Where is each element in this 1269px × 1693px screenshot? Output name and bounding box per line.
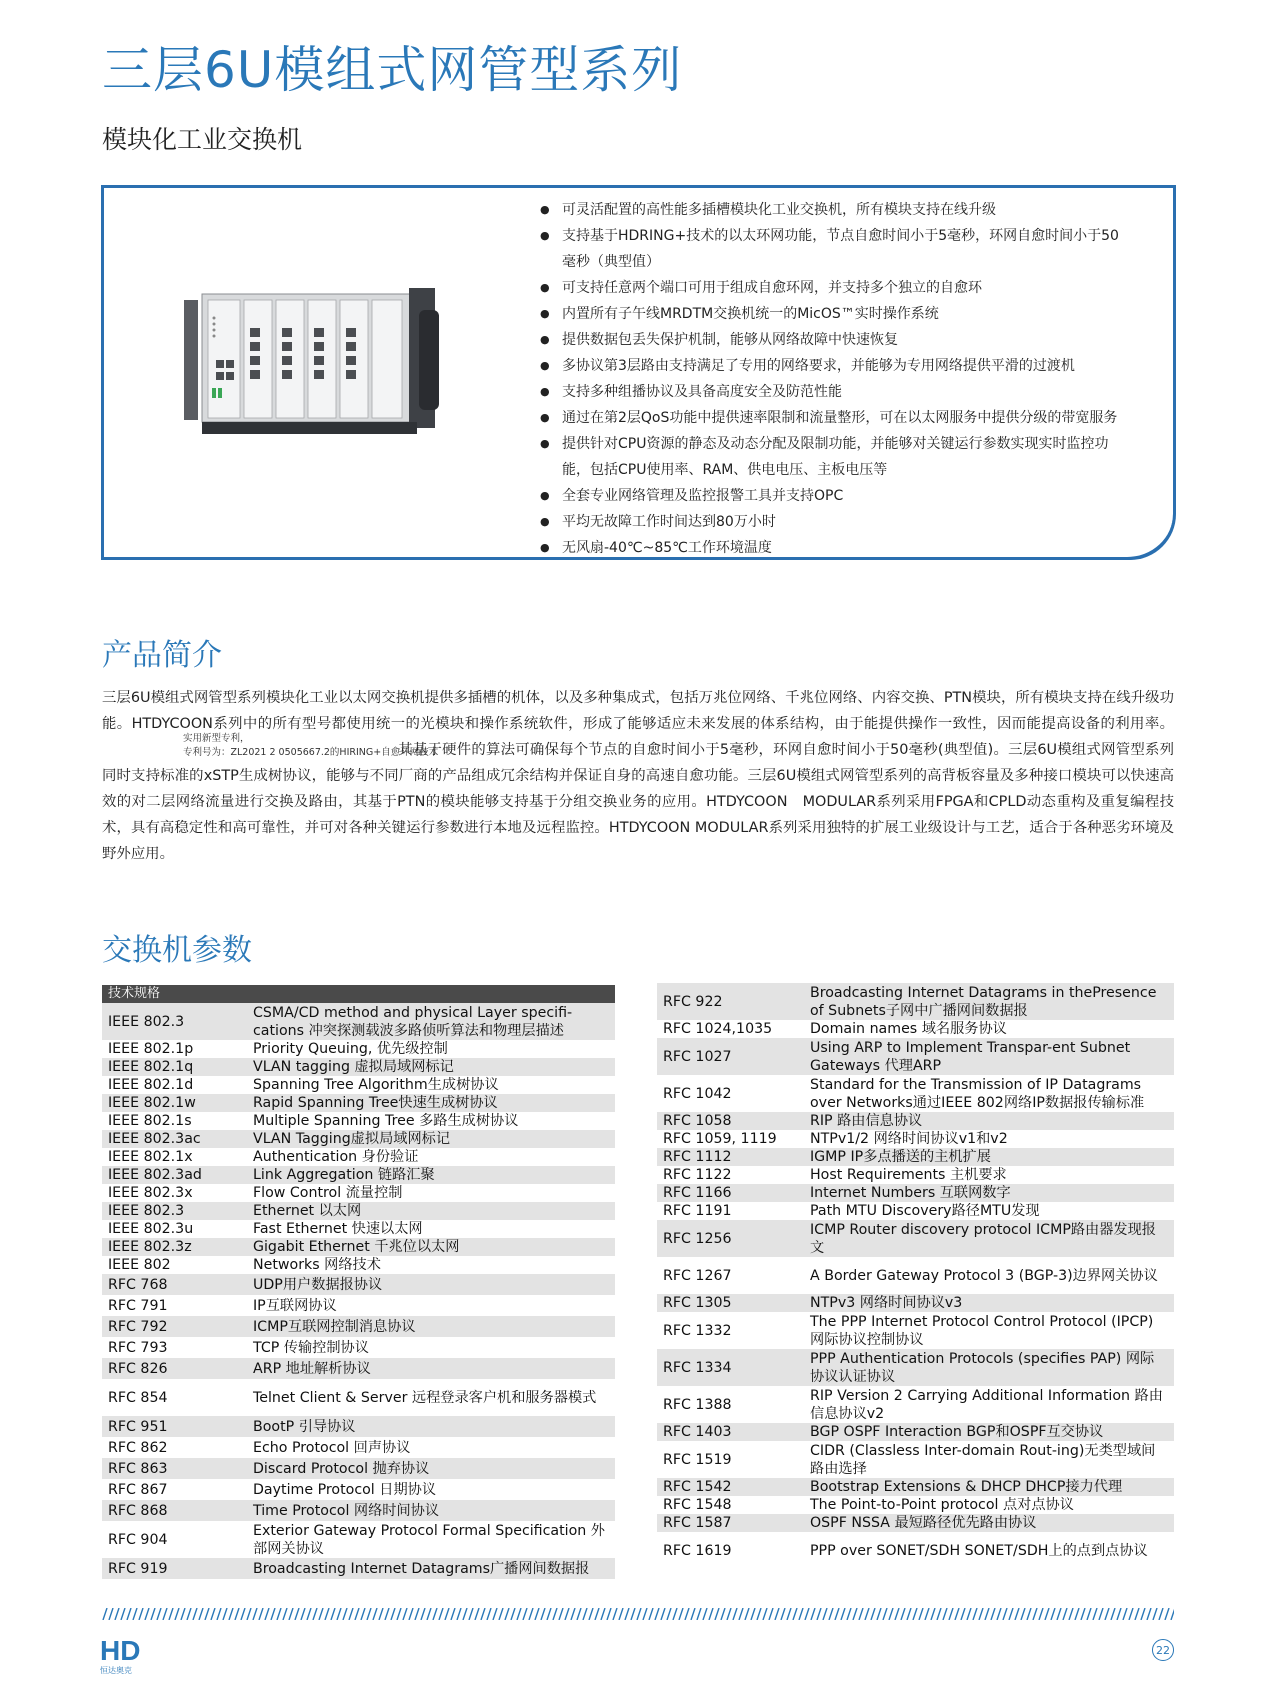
spec-standard: RFC 1058 [663,1113,732,1129]
spec-standard: RFC 792 [108,1318,168,1335]
spec-row [102,1479,615,1500]
spec-standard: RFC 1191 [663,1203,732,1219]
spec-row [657,1423,1174,1441]
intro-heading: 产品简介 [102,638,222,673]
feature-item: ● 可灵活配置的高性能多插槽模块化工业交换机，所有模块支持在线升级 [540,197,1130,223]
feature-item: ● 无风扇-40℃~85℃工作环境温度 [540,535,1130,561]
spec-standard: RFC 868 [108,1502,168,1519]
spec-row [102,1058,615,1076]
spec-description: Broadcasting Internet Datagrams广播网间数据报 [253,1560,590,1577]
feature-item: ● 多协议第3层路由支持满足了专用的网络要求，并能够为专用网络提供平滑的过渡机 [540,353,1130,379]
spec-row [657,1478,1174,1496]
spec-standard: RFC 1027 [663,1048,732,1065]
spec-row [102,1558,615,1579]
spec-standard: RFC 904 [108,1531,168,1548]
spec-standard: RFC 1334 [663,1359,732,1376]
spec-description: UDP用户数据报协议 [253,1276,383,1293]
intro-paragraph [102,685,1174,867]
spec-description: Multiple Spanning Tree 多路生成树协议 [253,1113,519,1129]
feature-item: ● 支持多种组播协议及具备高度安全及防范性能 [540,379,1130,405]
spec-row [102,1337,615,1358]
spec-standard: IEEE 802.3ad [108,1167,202,1183]
spec-row [657,1496,1174,1514]
spec-standard: IEEE 802.3 [108,1203,185,1219]
spec-standard: RFC 1388 [663,1396,732,1413]
spec-row [102,1521,615,1558]
spec-row [102,1202,615,1220]
spec-row [657,1020,1174,1038]
spec-row [102,1274,615,1295]
spec-description: CSMA/CD method and physical Layer specifi-cations 冲突探测载波多路侦听算法和物理层描述 [253,1004,573,1039]
spec-standard: IEEE 802.3 [108,1013,185,1030]
spec-row [102,1295,615,1316]
spec-row [102,1316,615,1337]
params-heading: 交换机参数 [102,933,252,968]
spec-standard: RFC 793 [108,1339,168,1356]
spec-description: PPP Authentication Protocols (specifies PAP) 网际协议认证协议 [810,1350,1155,1385]
spec-description: The Point-to-Point protocol 点对点协议 [810,1497,1074,1513]
spec-standard: RFC 863 [108,1460,168,1477]
spec-description: Telnet Client & Server 远程登录客户机和服务器模式 [253,1389,597,1406]
spec-description: The PPP Internet Protocol Control Protocol (IPCP) 网际协议控制协议 [810,1313,1154,1348]
feature-item: ● 全套专业网络管理及监控报警工具并支持OPC [540,483,1130,509]
spec-description: Ethernet 以太网 [253,1203,362,1219]
spec-description: TCP 传输控制协议 [253,1339,369,1356]
spec-description: Exterior Gateway Protocol Formal Specification 外部网关协议 [253,1522,605,1557]
spec-standard: IEEE 802 [108,1257,171,1273]
spec-standard: RFC 1256 [663,1230,732,1247]
spec-description: Rapid Spanning Tree快速生成树协议 [253,1095,498,1111]
spec-row [102,1003,615,1040]
spec-row [657,1514,1174,1532]
spec-row [657,1075,1174,1112]
spec-standard: RFC 791 [108,1297,168,1314]
spec-description: Discard Protocol 抛弃协议 [253,1460,430,1477]
spec-row [657,1441,1174,1478]
spec-description: BGP OSPF Interaction BGP和OSPF互交协议 [810,1424,1104,1440]
spec-description: Domain names 域名服务协议 [810,1021,1007,1037]
spec-row [102,1500,615,1521]
spec-row [657,1112,1174,1130]
spec-standard: IEEE 802.3u [108,1221,194,1237]
spec-row [657,1312,1174,1349]
feature-item: ● 提供数据包丢失保护机制，能够从网络故障中快速恢复 [540,327,1130,353]
spec-description: BootP 引导协议 [253,1418,356,1435]
spec-row [102,1166,615,1184]
spec-standard: RFC 1548 [663,1497,732,1513]
spec-description: Authentication 身份验证 [253,1149,419,1165]
page-title: 三层6U模组式网管型系列 [102,41,683,99]
spec-description: A Border Gateway Protocol 3 (BGP-3)边界网关协议 [810,1267,1158,1284]
spec-description: OSPF NSSA 最短路径优先路由协议 [810,1515,1037,1531]
page-number: 22 [1152,1639,1174,1661]
spec-description: Standard for the Transmission of IP Datagrams over Networks通过IEEE 802网络IP数据报传输标准 [810,1076,1145,1111]
spec-description: Link Aggregation 链路汇聚 [253,1167,435,1183]
spec-row [102,1040,615,1058]
intro-text-part2: 其基于硬件的算法可确保每个节点的自愈时间小于5毫秒，环网自愈时间小于50毫秒(典型值)。三层6U模组式网管型系列同时支持标准的xSTP生成树协议，能够与不同厂商的产品组成冗余结构并保证自身的高速自愈功能。三层6U模组式网管型系列的高背板容量及多种接口模块可以快速高效的对二层网络流量进行交换及路由，其基于PTN的模块能够支持基于分组交换业务的应用。HTDYCOON MODULAR系列采用FPGA和CPLD动态重构及重复编程技术，具有高稳定性和高可靠性，并可对各种关键运行参数进行本地及远程监控。HTDYCOON MODULAR系列采用独特的扩展工业级设计与工艺，适合于各种恶劣环境及野外应用。 [102,742,1174,862]
logo-letters: HD [100,1635,141,1664]
company-logo [100,1634,144,1664]
spec-description: Gigabit Ethernet 千兆位以太网 [253,1239,460,1255]
spec-description: VLAN tagging 虚拟局域网标记 [253,1059,454,1075]
spec-row [102,1416,615,1437]
spec-description: PPP over SONET/SDH SONET/SDH上的点到点协议 [810,1542,1148,1559]
spec-row [657,1148,1174,1166]
spec-standard: IEEE 802.1d [108,1077,194,1093]
patent-line-2: 专利号为：ZL2021 2 0505667.2的HIRING+自愈环网技术 [183,747,439,758]
spec-standard: RFC 1619 [663,1542,732,1559]
spec-row [102,1130,615,1148]
spec-description: Networks 网络技术 [253,1257,381,1273]
spec-description: IP互联网协议 [253,1297,337,1314]
spec-row [102,1112,615,1130]
spec-row [657,1184,1174,1202]
spec-description: CIDR (Classless Inter-domain Rout-ing)无类型域间路由选择 [810,1442,1156,1477]
spec-row [657,1386,1174,1423]
spec-description: Daytime Protocol 日期协议 [253,1481,437,1498]
spec-description: Host Requirements 主机要求 [810,1167,1007,1183]
footer-hatch-divider [102,1608,1174,1620]
spec-row [657,1038,1174,1075]
spec-standard: RFC 1042 [663,1085,732,1102]
spec-description: RIP Version 2 Carrying Additional Information 路由信息协议v2 [810,1387,1163,1422]
spec-row [102,1238,615,1256]
spec-row [102,1256,615,1274]
feature-item: ● 平均无故障工作时间达到80万小时 [540,509,1130,535]
spec-description: VLAN Tagging虚拟局域网标记 [253,1131,451,1147]
spec-description: Priority Queuing, 优先级控制 [253,1041,448,1057]
spec-row [657,1349,1174,1386]
spec-row [657,1294,1174,1312]
spec-standard: RFC 862 [108,1439,168,1456]
spec-standard: IEEE 802.3x [108,1185,193,1201]
spec-description: Time Protocol 网络时间协议 [253,1502,440,1519]
spec-row [657,1257,1174,1294]
spec-description: IGMP IP多点播送的主机扩展 [810,1149,991,1165]
intro-text-part1: 三层6U模组式网管型系列模块化工业以太网交换机提供多插槽的机体，以及多种集成式，包括万兆位网络、千兆位网络、内容交换、PTN模块，所有模块支持在线升级功能。HTDYCOON系列中的所有型号都使用统一的光模块和操作系统软件，形成了能够适应未来发展的体系结构，由于能提供操作一致性，因而能提高设备的利用率。 [102,690,1174,732]
spec-description: ICMP Router discovery protocol ICMP路由器发现报文 [810,1221,1157,1256]
spec-row [102,1437,615,1458]
patent-note [183,732,483,760]
spec-standard: RFC 1519 [663,1451,732,1468]
spec-row [102,1184,615,1202]
switch-chassis-image [184,288,449,438]
spec-standard: RFC 826 [108,1360,168,1377]
spec-row [102,1458,615,1479]
spec-table-right [657,983,1174,1569]
spec-standard: IEEE 802.1s [108,1113,192,1129]
spec-table-header: 技术规格 [102,985,615,1003]
spec-standard: RFC 1024,1035 [663,1021,773,1037]
spec-row [102,1076,615,1094]
feature-item: ● 提供针对CPU资源的静态及动态分配及限制功能，并能够对关键运行参数实现实时监控功能，包括CPU使用率、RAM、供电电压、主板电压等 [540,431,1130,483]
spec-description: Using ARP to Implement Transpar-ent Subnet Gateways 代理ARP [810,1039,1131,1074]
spec-row [657,1166,1174,1184]
spec-standard: RFC 1332 [663,1322,732,1339]
spec-standard: RFC 1112 [663,1149,732,1165]
spec-row [657,1220,1174,1257]
spec-standard: RFC 919 [108,1560,168,1577]
spec-standard: RFC 1166 [663,1185,732,1201]
spec-row [102,1220,615,1238]
feature-list [540,197,1130,561]
spec-standard: IEEE 802.1p [108,1041,194,1057]
spec-standard: IEEE 802.1q [108,1059,194,1075]
spec-row [102,1148,615,1166]
spec-standard: RFC 1305 [663,1295,732,1311]
spec-standard: RFC 1267 [663,1267,732,1284]
feature-box [101,185,1173,560]
spec-description: NTPv3 网络时间协议v3 [810,1295,963,1311]
spec-description: Spanning Tree Algorithm生成树协议 [253,1077,499,1093]
spec-description: Fast Ethernet 快速以太网 [253,1221,423,1237]
feature-box-corner [1126,185,1176,560]
spec-standard: RFC 1587 [663,1515,732,1531]
spec-standard: RFC 867 [108,1481,168,1498]
spec-row [102,1358,615,1379]
spec-description: ICMP互联网控制消息协议 [253,1318,416,1335]
spec-row [657,1532,1174,1569]
spec-standard: IEEE 802.3ac [108,1131,201,1147]
spec-standard: IEEE 802.1x [108,1149,193,1165]
feature-item: ● 可支持任意两个端口可用于组成自愈环网，并支持多个独立的自愈环 [540,275,1130,301]
spec-description: Broadcasting Internet Datagrams in thePresence of Subnets子网中广播网间数据报 [810,984,1157,1019]
spec-row [102,1094,615,1112]
feature-item: ● 支持基于HDRING+技术的以太环网功能，节点自愈时间小于5毫秒，环网自愈时间小于50毫秒（典型值） [540,223,1130,275]
spec-standard: IEEE 802.1w [108,1095,196,1111]
spec-description: Bootstrap Extensions & DHCP DHCP接力代理 [810,1479,1123,1495]
spec-description: RIP 路由信息协议 [810,1113,923,1129]
spec-standard: RFC 922 [663,993,723,1010]
feature-item: ● 通过在第2层QoS功能中提供速率限制和流量整形，可在以太网服务中提供分级的带宽服务 [540,405,1130,431]
spec-standard: RFC 768 [108,1276,168,1293]
patent-line-1: 实用新型专利， [183,733,250,744]
spec-table-left [102,985,615,1579]
spec-standard: RFC 1059, 1119 [663,1131,777,1147]
spec-standard: RFC 1403 [663,1424,732,1440]
spec-standard: RFC 1542 [663,1479,732,1495]
spec-description: ARP 地址解析协议 [253,1360,371,1377]
spec-standard: RFC 951 [108,1418,168,1435]
spec-row [102,1379,615,1416]
page-subtitle: 模块化工业交换机 [102,125,303,154]
spec-description: Echo Protocol 回声协议 [253,1439,411,1456]
feature-item: ● 内置所有子午线MRDTM交换机统一的MicOS™实时操作系统 [540,301,1130,327]
spec-description: NTPv1/2 网络时间协议v1和v2 [810,1131,1008,1147]
spec-standard: RFC 1122 [663,1167,732,1183]
logo-subtext: 恒达奥克 [100,1666,132,1675]
spec-description: Internet Numbers 互联网数字 [810,1185,1011,1201]
spec-row [657,1130,1174,1148]
spec-standard: RFC 854 [108,1389,168,1406]
spec-standard: IEEE 802.3z [108,1239,192,1255]
spec-row [657,983,1174,1020]
spec-row [657,1202,1174,1220]
spec-description: Flow Control 流量控制 [253,1185,403,1201]
spec-description: Path MTU Discovery路径MTU发现 [810,1203,1040,1219]
